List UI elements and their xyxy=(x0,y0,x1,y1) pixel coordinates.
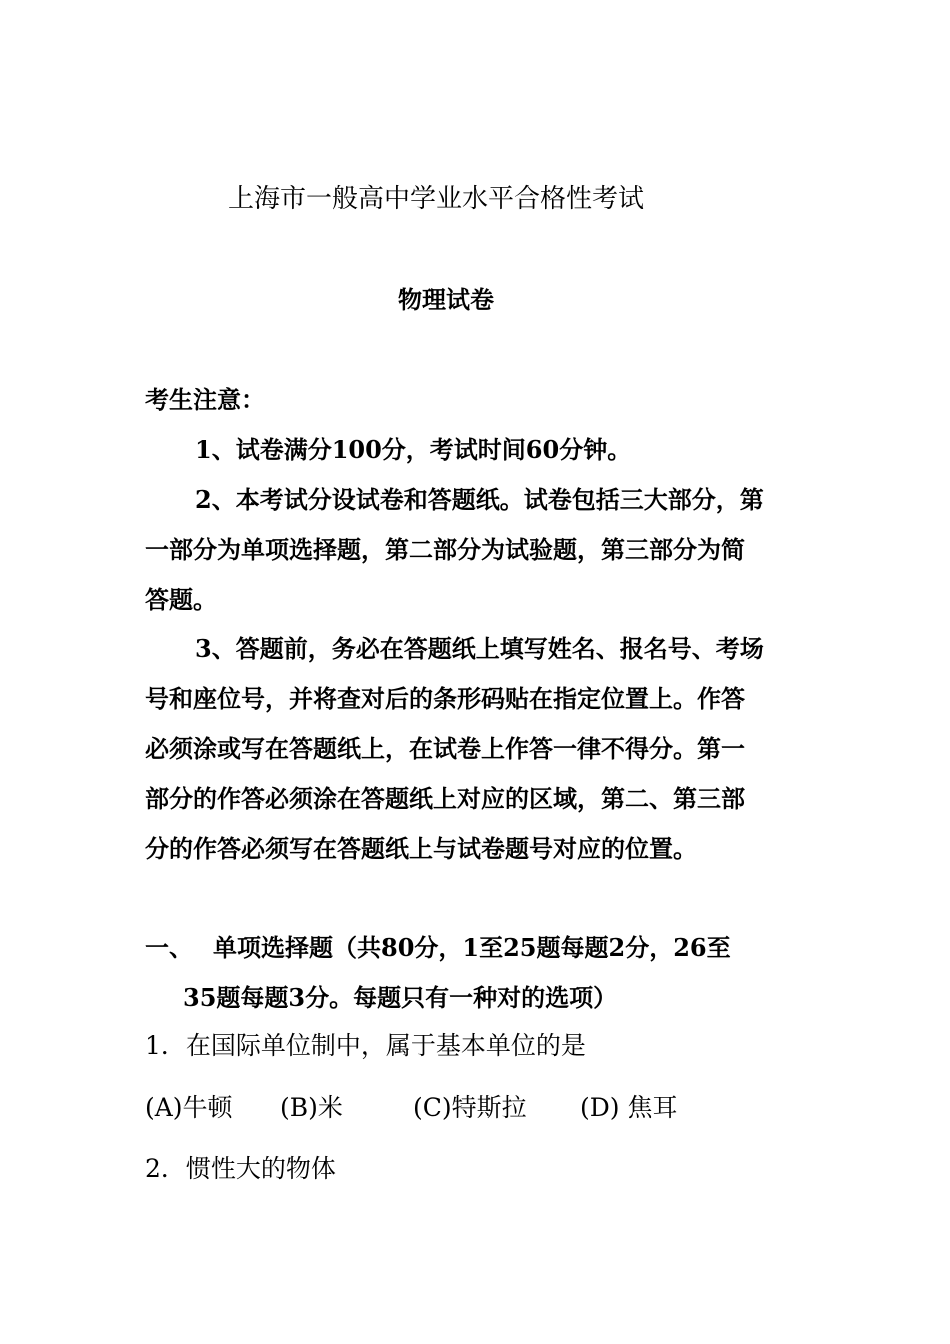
notice-2-line-1: 2、本考试分设试卷和答题纸。试卷包括三大部分，第 xyxy=(195,485,764,514)
option-a: (A)牛顿 xyxy=(145,1093,233,1122)
question-1-stem: 1．在国际单位制中，属于基本单位的是 xyxy=(145,1031,586,1060)
exam-title: 上海市一般高中学业水平合格性考试 xyxy=(228,184,645,214)
notice-3-line-4: 部分的作答必须涂在答题纸上对应的区域，第二、第三部 xyxy=(145,784,745,813)
exam-subtitle: 物理试卷 xyxy=(398,285,494,314)
notice-label: 考生注意： xyxy=(145,385,265,414)
section-1-line-2: 35题每题3分。每题只有一种对的选项） xyxy=(183,983,618,1012)
option-b: (B)米 xyxy=(280,1093,343,1122)
question-2-stem: 2．惯性大的物体 xyxy=(145,1154,336,1183)
notice-3-line-1: 3、答题前，务必在答题纸上填写姓名、报名号、考场 xyxy=(195,634,764,663)
section-1-number: 一、 xyxy=(145,933,193,962)
notice-3-line-5: 分的作答必须写在答题纸上与试卷题号对应的位置。 xyxy=(145,834,697,863)
notice-1-line-1: 1、试卷满分100分，考试时间60分钟。 xyxy=(195,435,632,464)
notice-3-line-2: 号和座位号，并将查对后的条形码贴在指定位置上。作答 xyxy=(145,684,745,713)
notice-2-line-2: 一部分为单项选择题，第二部分为试验题，第三部分为简 xyxy=(145,535,745,564)
option-c: (C)特斯拉 xyxy=(413,1093,527,1122)
section-1-line-1: 单项选择题（共80分，1至25题每题2分，26至 xyxy=(213,933,731,962)
option-d: (D) 焦耳 xyxy=(580,1093,678,1122)
notice-3-line-3: 必须涂或写在答题纸上，在试卷上作答一律不得分。第一 xyxy=(145,734,745,763)
question-1-options xyxy=(145,1092,845,1126)
notice-2-line-3: 答题。 xyxy=(145,585,217,614)
